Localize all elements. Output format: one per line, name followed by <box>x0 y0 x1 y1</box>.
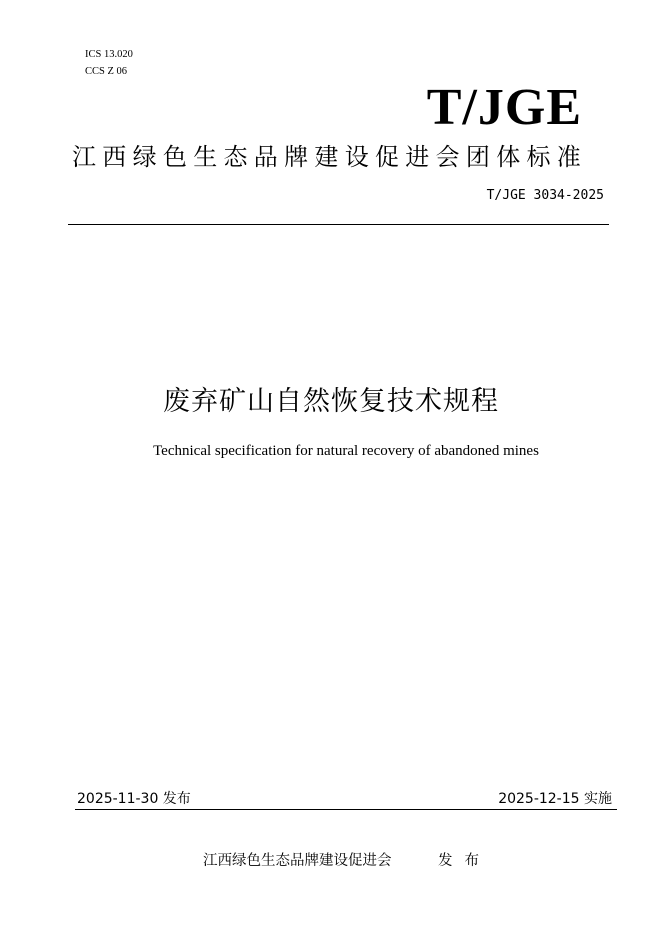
publish-date: 2025-11-30 发布 <box>77 791 191 807</box>
bottom-divider <box>75 809 617 810</box>
top-divider <box>68 224 609 225</box>
document-title-chinese: 废弃矿山自然恢复技术规程 <box>163 386 499 417</box>
document-title-english: Technical specification for natural recovery of abandoned mines <box>153 443 539 459</box>
issue-label: 发布 <box>438 853 491 869</box>
ccs-code: CCS Z 06 <box>85 66 128 77</box>
standard-number: T/JGE 3034-2025 <box>486 188 604 203</box>
ics-code: ICS 13.020 <box>85 49 133 60</box>
issuing-organization: 江西绿色生态品牌建设促进会 <box>203 853 392 869</box>
standard-logo: T/JGE <box>426 79 582 136</box>
implementation-date: 2025-12-15 实施 <box>498 791 612 807</box>
organization-standard-title: 江西绿色生态品牌建设促进会团体标准 <box>72 143 588 171</box>
